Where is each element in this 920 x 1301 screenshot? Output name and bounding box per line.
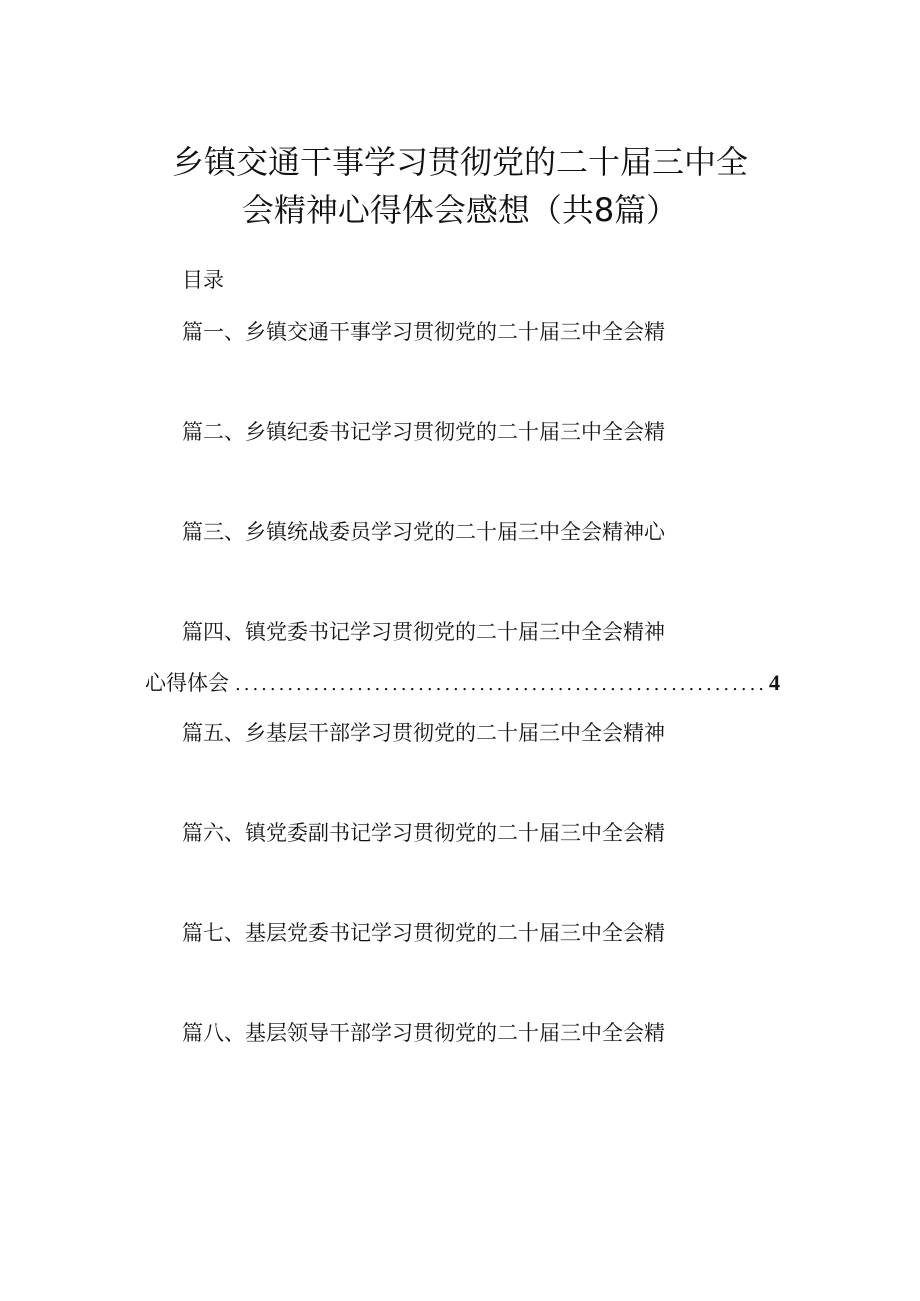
toc-entry-7[interactable]: 篇七、基层党委书记学习贯彻党的二十届三中全会精 xyxy=(182,921,665,945)
toc-page-number: 4 xyxy=(769,670,780,695)
toc-entry-3[interactable]: 篇三、乡镇统战委员学习党的二十届三中全会精神心 xyxy=(182,520,665,544)
document-title-line-1: 乡镇交通干事学习贯彻党的二十届三中全 xyxy=(171,143,748,181)
toc-entry-4-continuation-line[interactable] xyxy=(145,668,780,700)
toc-entry-4[interactable]: 篇四、镇党委书记学习贯彻党的二十届三中全会精神 xyxy=(182,620,665,644)
toc-entry-6[interactable]: 篇六、镇党委副书记学习贯彻党的二十届三中全会精 xyxy=(182,821,665,845)
toc-entry-1[interactable]: 篇一、乡镇交通干事学习贯彻党的二十届三中全会精 xyxy=(182,320,665,344)
toc-entry-5[interactable]: 篇五、乡基层干部学习贯彻党的二十届三中全会精神 xyxy=(182,721,665,745)
toc-heading: 目录 xyxy=(182,268,224,292)
toc-entry-2[interactable]: 篇二、乡镇纪委书记学习贯彻党的二十届三中全会精 xyxy=(182,420,665,444)
document-title-line-2: 会精神心得体会感想（共8篇） xyxy=(241,191,679,229)
toc-leader-dots xyxy=(235,670,765,700)
toc-entry-4-continuation: 心得体会 xyxy=(145,671,229,695)
toc-entry-8[interactable]: 篇八、基层领导干部学习贯彻党的二十届三中全会精 xyxy=(182,1021,665,1045)
